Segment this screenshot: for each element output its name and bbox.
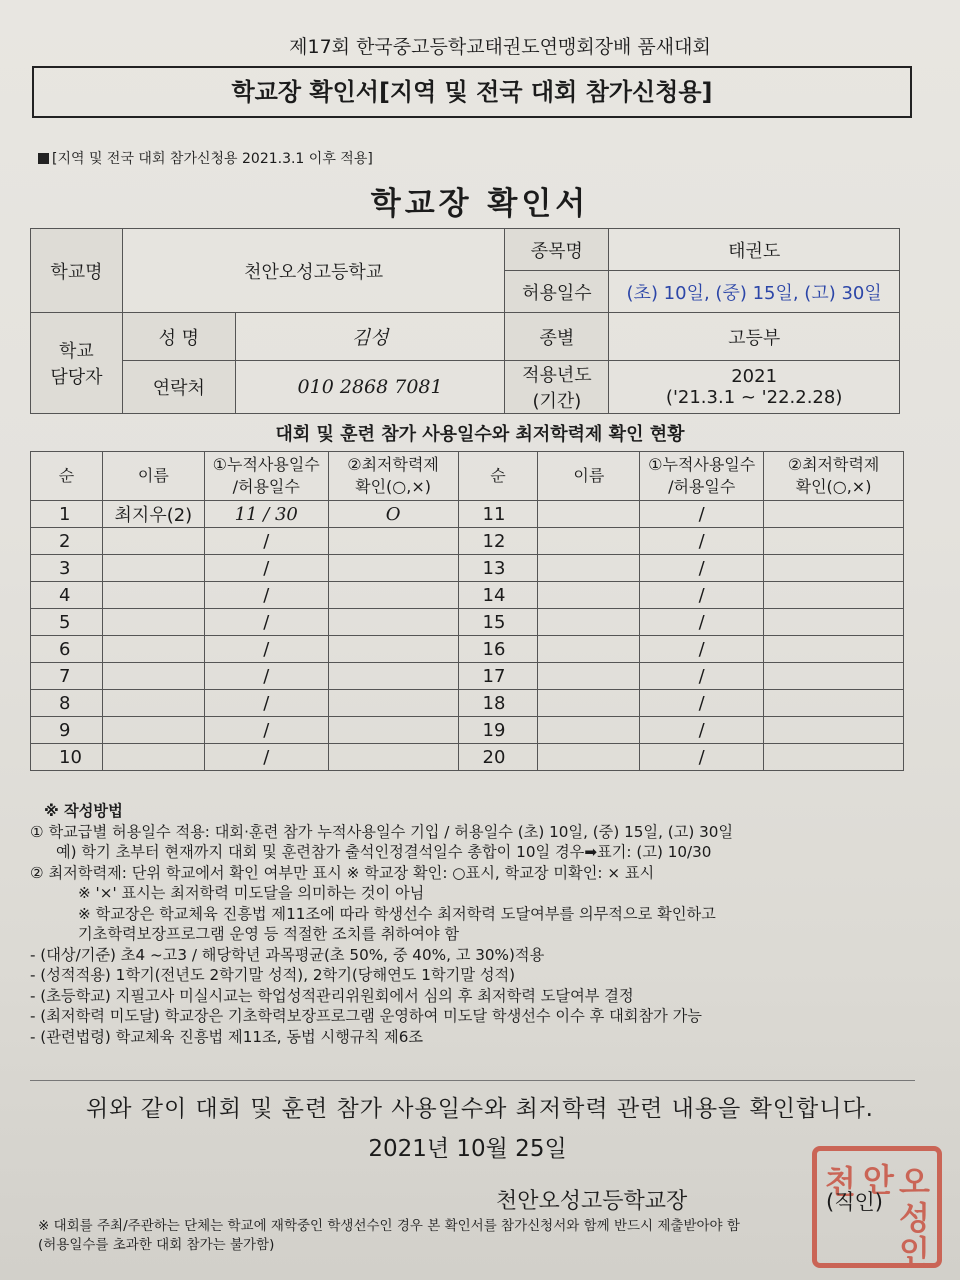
table-row <box>31 582 904 609</box>
row-name-left <box>102 582 204 609</box>
seal-char: 성 <box>899 1199 930 1237</box>
usage-table <box>30 451 904 771</box>
name-label: 성 명 <box>122 313 235 361</box>
notes-heading: ※ 작성방법 <box>44 802 123 820</box>
row-academic-left <box>328 609 458 636</box>
row-days-right: / <box>640 528 764 555</box>
division-label: 종별 <box>505 313 609 361</box>
subnote-text: [지역 및 전국 대회 참가신청용 2021.3.1 이후 적용] <box>52 151 373 167</box>
row-academic-right <box>764 528 904 555</box>
row-number-left: 10 <box>31 744 103 771</box>
row-academic-right <box>764 744 904 771</box>
detail-3: - (초등학교) 지필고사 미실시교는 학업성적관리위원회에서 심의 후 최저학력 도달여부 결정 <box>30 986 634 1005</box>
contact-label: 연락처 <box>122 361 235 414</box>
row-academic-left <box>328 690 458 717</box>
row-name-left <box>102 744 204 771</box>
row-name-right <box>538 690 640 717</box>
confirm-statement: 위와 같이 대회 및 훈련 참가 사용일수와 최저학력 관련 내용을 확인합니다. <box>86 1096 874 1122</box>
row-days-right: / <box>640 690 764 717</box>
school-value: 천안오성고등학교 <box>122 229 505 313</box>
row-academic-right <box>764 690 904 717</box>
table-row <box>31 744 904 771</box>
table-row <box>31 636 904 663</box>
row-academic-right <box>764 555 904 582</box>
row-academic-left <box>328 717 458 744</box>
col-name-left: 이름 <box>102 452 204 501</box>
seal-char: 인 <box>899 1233 930 1271</box>
row-name-right <box>538 663 640 690</box>
footer-line1: ※ 대회를 주최/주관하는 단체는 학교에 재학중인 학생선수인 경우 본 확인서를 참가신청서와 함께 반드시 제출받아야 함 <box>38 1218 740 1234</box>
row-name-right <box>538 636 640 663</box>
form-subnote <box>38 148 373 168</box>
col-days-left <box>204 452 328 501</box>
note-1a: ① 학교급별 허용일수 적용: 대회·훈련 참가 누적사용일수 기입 / 허용일수 (초) 10일, (중) 15일, (고) 30일 <box>30 822 734 841</box>
year-value-line1: 2021 <box>731 366 778 387</box>
detail-5: - (관련법령) 학교체육 진흥법 제11조, 동법 시행규칙 제6조 <box>30 1027 424 1046</box>
note-2: ② 최저학력제: 단위 학교에서 확인 여부만 표시 ※ 학교장 확인: ○표시, 학교장 미확인: × 표시 <box>30 863 655 882</box>
row-academic-left <box>328 555 458 582</box>
row-name-right <box>538 555 640 582</box>
col-acad-left-line1: ②최저학력제 <box>347 455 439 474</box>
col-acad-left <box>328 452 458 501</box>
table-row <box>31 717 904 744</box>
row-days-left: / <box>204 555 328 582</box>
row-days-left: / <box>204 744 328 771</box>
row-number-left: 8 <box>31 690 103 717</box>
col-acad-left-line2: 확인(○,×) <box>355 477 431 496</box>
year-label-line2: (기간) <box>532 391 582 412</box>
row-name-right <box>538 501 640 528</box>
row-name-left: 최지우(2) <box>102 501 204 528</box>
seal-char: 오 <box>899 1163 930 1201</box>
row-number-left: 1 <box>31 501 103 528</box>
form-title: 학교장 확인서 <box>370 186 590 222</box>
col-name-right: 이름 <box>538 452 640 501</box>
seal-char: 안 <box>863 1161 894 1199</box>
row-academic-left <box>328 636 458 663</box>
row-number-left: 3 <box>31 555 103 582</box>
row-number-left: 6 <box>31 636 103 663</box>
sport-value: 태권도 <box>609 229 900 271</box>
col-acad-right-line1: ②최저학력제 <box>787 455 880 474</box>
row-academic-left <box>328 663 458 690</box>
note-3: ※ '×' 표시는 최저학력 미도달을 의미하는 것이 아님 <box>78 884 425 902</box>
row-days-left: / <box>204 582 328 609</box>
row-name-left <box>102 555 204 582</box>
note-4b: 기초학력보장프로그램 운영 등 적절한 조치를 취하여야 함 <box>78 925 460 943</box>
divider <box>30 1080 915 1081</box>
year-label <box>505 361 609 414</box>
col-days-right <box>640 452 764 501</box>
division-value: 고등부 <box>609 313 900 361</box>
row-number-left: 5 <box>31 609 103 636</box>
row-number-left: 9 <box>31 717 103 744</box>
row-number-right: 19 <box>458 717 538 744</box>
table-row <box>31 663 904 690</box>
row-number-right: 12 <box>458 528 538 555</box>
row-academic-left <box>328 528 458 555</box>
col-no-right: 순 <box>458 452 538 501</box>
allowed-days-label: 허용일수 <box>505 271 609 313</box>
row-academic-right <box>764 717 904 744</box>
row-name-left <box>102 636 204 663</box>
square-bullet-icon <box>38 153 49 164</box>
staff-label <box>31 313 123 414</box>
row-days-left: / <box>204 636 328 663</box>
staff-label-line2: 담당자 <box>50 367 103 388</box>
col-days-right-line2: /허용일수 <box>668 477 736 496</box>
footer-line2: (허용일수를 초과한 대회 참가는 불가함) <box>38 1237 275 1253</box>
table-row <box>31 555 904 582</box>
row-number-left: 7 <box>31 663 103 690</box>
row-number-right: 20 <box>458 744 538 771</box>
row-days-right: / <box>640 636 764 663</box>
row-name-right <box>538 744 640 771</box>
col-acad-right-line2: 확인(○,×) <box>795 477 872 496</box>
row-name-left <box>102 528 204 555</box>
allowed-days-value: (초) 10일, (중) 15일, (고) 30일 <box>609 271 900 313</box>
event-title: 제17회 한국중고등학교태권도연맹회장배 품새대회 <box>289 36 711 58</box>
year-label-line1: 적용년도 <box>522 365 592 386</box>
row-days-left: / <box>204 528 328 555</box>
row-days-right: / <box>640 555 764 582</box>
row-name-left <box>102 717 204 744</box>
row-number-right: 18 <box>458 690 538 717</box>
row-academic-left: O <box>328 501 458 528</box>
table-row <box>31 609 904 636</box>
seal-char: 천 <box>825 1163 856 1201</box>
row-days-left: / <box>204 690 328 717</box>
box-title: 학교장 확인서[지역 및 전국 대회 참가신청용] <box>32 66 912 118</box>
col-days-right-line1: ①누적사용일수 <box>648 455 756 474</box>
row-academic-right <box>764 582 904 609</box>
confirm-date: 2021년 10월 25일 <box>368 1136 567 1162</box>
usage-table-title: 대회 및 훈련 참가 사용일수와 최저학력제 확인 현황 <box>275 424 685 445</box>
col-days-left-line1: ①누적사용일수 <box>212 455 320 474</box>
row-days-right: / <box>640 501 764 528</box>
row-days-left: / <box>204 609 328 636</box>
row-days-left: 11 / 30 <box>204 501 328 528</box>
row-days-left: / <box>204 717 328 744</box>
detail-2: - (성적적용) 1학기(전년도 2학기말 성적), 2학기(당해연도 1학기말 성적) <box>30 966 516 984</box>
row-days-right: / <box>640 582 764 609</box>
table-row <box>31 501 904 528</box>
col-days-left-line2: /허용일수 <box>232 477 300 496</box>
row-number-right: 11 <box>458 501 538 528</box>
row-number-left: 4 <box>31 582 103 609</box>
row-number-right: 16 <box>458 636 538 663</box>
row-academic-right <box>764 636 904 663</box>
row-number-right: 14 <box>458 582 538 609</box>
year-value-line2: ('21.3.1 ~ '22.2.28) <box>665 387 843 408</box>
staff-label-line1: 학교 <box>59 341 94 362</box>
note-1b: 예) 학기 초부터 현재까지 대회 및 훈련참가 출석인정결석일수 총합이 10일 경우➡표기: (고) 10/30 <box>56 843 712 861</box>
row-number-left: 2 <box>31 528 103 555</box>
row-academic-left <box>328 744 458 771</box>
col-acad-right <box>764 452 904 501</box>
detail-1: - (대상/기준) 초4 ~고3 / 해당학년 과목평균(초 50%, 중 40%, 고 30%)적용 <box>30 945 545 964</box>
row-days-right: / <box>640 744 764 771</box>
row-number-right: 17 <box>458 663 538 690</box>
table-row <box>31 690 904 717</box>
row-name-right <box>538 717 640 744</box>
row-number-right: 15 <box>458 609 538 636</box>
row-name-right <box>538 528 640 555</box>
footer-note <box>38 1217 938 1255</box>
row-academic-right <box>764 663 904 690</box>
row-days-right: / <box>640 609 764 636</box>
row-days-right: / <box>640 663 764 690</box>
row-academic-right <box>764 609 904 636</box>
sport-label: 종목명 <box>505 229 609 271</box>
seal-label: (직인) <box>826 1190 883 1214</box>
row-number-right: 13 <box>458 555 538 582</box>
principal-name: 천안오성고등학교장 <box>496 1189 688 1214</box>
row-days-right: / <box>640 717 764 744</box>
note-4a: ※ 학교장은 학교체육 진흥법 제11조에 따라 학생선수 최저학력 도달여부를 의무적으로 확인하고 <box>78 904 716 923</box>
row-name-left <box>102 690 204 717</box>
detail-4: - (최저학력 미도달) 학교장은 기초학력보장프로그램 운영하여 미도달 학생선수 이수 후 대회참가 가능 <box>30 1007 702 1025</box>
year-value <box>609 361 900 414</box>
row-name-left <box>102 663 204 690</box>
instructions <box>30 801 930 1047</box>
col-no-left: 순 <box>31 452 103 501</box>
name-value: 김성 <box>235 313 505 361</box>
row-name-left <box>102 609 204 636</box>
info-table <box>30 228 900 412</box>
table-row <box>31 528 904 555</box>
row-name-right <box>538 582 640 609</box>
row-name-right <box>538 609 640 636</box>
contact-value: 010 2868 7081 <box>235 361 505 414</box>
row-days-left: / <box>204 663 328 690</box>
row-academic-right <box>764 501 904 528</box>
school-label: 학교명 <box>31 229 123 313</box>
usage-table-body <box>31 501 904 771</box>
row-academic-left <box>328 582 458 609</box>
